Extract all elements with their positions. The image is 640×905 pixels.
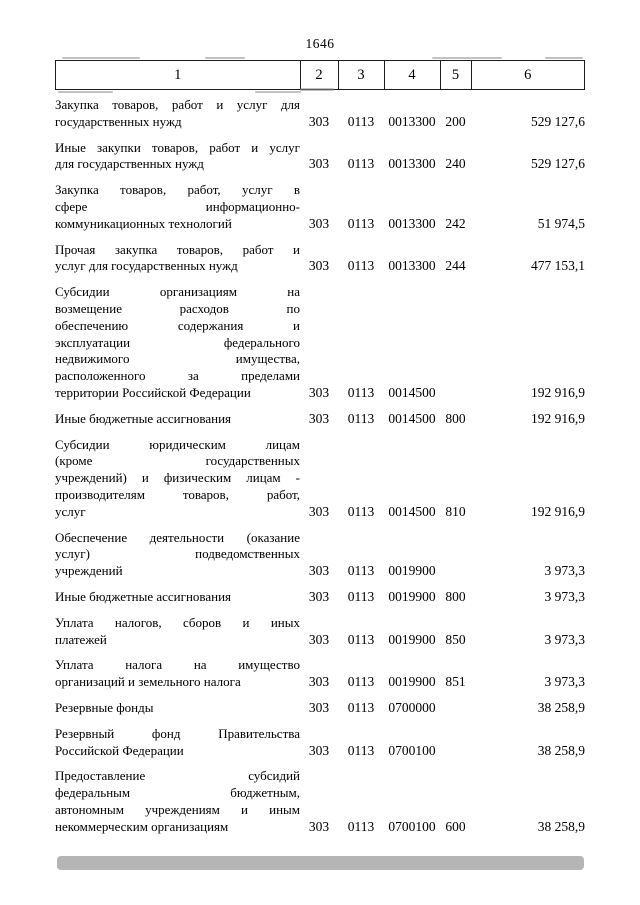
item-name-cell [55,768,300,835]
scan-artifact-bar [57,856,584,870]
item-name-cell [55,657,300,691]
item-name-cell [55,530,300,580]
table-row [55,726,585,760]
expense-type-cell: 240 [445,156,466,172]
amount-cell: 38 258,9 [537,742,585,758]
section-code-cell: 0113 [347,384,375,400]
item-name-line: коммуникационных технологий [55,215,232,231]
expense-type-cell: 244 [445,258,466,274]
amount-cell: 51 974,5 [537,215,585,231]
amount-cell: 3 973,3 [544,674,585,690]
item-name-line: Закупка товаров, работ, услуг в [55,182,300,198]
target-article-cell: 0013300 [388,215,436,231]
item-name-line: федеральным бюджетным, [55,785,300,801]
amount-cell: 3 973,3 [544,563,585,579]
amount-cell: 192 916,9 [531,503,585,519]
item-name-line: возмещение расходов по [55,300,300,316]
scan-artifact [432,57,502,60]
item-name-cell [55,182,300,232]
item-name-line: Субсидии организациям на [55,284,300,300]
amount-cell: 38 258,9 [537,699,585,715]
item-name-line: эксплуатации федерального [55,334,300,350]
section-code-cell: 0113 [347,563,375,579]
item-name-line: услуг) подведомственных [55,546,300,562]
amount-cell: 38 258,9 [537,818,585,834]
item-name-cell [55,97,300,131]
target-article-cell: 0019900 [388,563,436,579]
target-article-cell: 0700100 [388,818,436,834]
target-article-cell: 0019900 [388,631,436,647]
expense-type-cell: 800 [445,588,466,604]
chief-code-cell: 303 [308,563,330,579]
section-code-cell: 0113 [347,410,375,426]
item-name-line: территории Российской Федерации [55,384,251,400]
chief-code-cell: 303 [308,215,330,231]
target-article-cell: 0013300 [388,156,436,172]
chief-code-cell: 303 [308,503,330,519]
item-name-line: Закупка товаров, работ и услуг для [55,97,300,112]
item-name-line: производителям товаров, работ, [55,486,300,502]
item-name-line: услуг для государственных нужд [55,258,238,274]
table-row [55,700,585,717]
item-name-line: для государственных нужд [55,156,204,172]
amount-cell: 3 973,3 [544,631,585,647]
table-row [55,437,585,521]
header-cell-2: 2 [300,61,338,89]
header-cell-4: 4 [384,61,440,89]
section-code-cell: 0113 [347,674,375,690]
amount-cell: 529 127,6 [531,113,585,129]
target-article-cell: 0014500 [388,384,436,400]
header-cell-6: 6 [471,61,585,89]
target-article-cell: 0013300 [388,258,436,274]
chief-code-cell: 303 [308,258,330,274]
item-name-line: Российской Федерации [55,742,184,758]
item-name-line: Уплата налога на имущество [55,657,300,673]
table-header [55,60,585,90]
item-name-line: Резервный фонд Правительства [55,725,300,741]
amount-cell: 3 973,3 [544,588,585,604]
amount-cell: 477 153,1 [531,258,585,274]
section-code-cell: 0113 [347,742,375,758]
table-body [55,97,585,835]
chief-code-cell: 303 [308,674,330,690]
chief-code-cell: 303 [308,384,330,400]
table-row [55,411,585,428]
header-cell-3: 3 [338,61,384,89]
section-code-cell: 0113 [347,215,375,231]
item-name-cell [55,700,300,717]
item-name-cell [55,140,300,174]
item-name-line: платежей [55,631,107,647]
scan-artifact [62,57,140,60]
expense-type-cell: 242 [445,215,466,231]
item-name-line: недвижимого имущества, [55,351,300,367]
item-name-line: Уплата налогов, сборов и иных [55,614,300,630]
section-code-cell: 0113 [347,113,375,129]
item-name-line: Иные бюджетные ассигнования [55,588,232,604]
amount-cell: 529 127,6 [531,156,585,172]
item-name-line: учреждений) и физическим лицам - [55,470,300,486]
item-name-cell [55,589,300,606]
expense-type-cell: 200 [445,113,466,129]
chief-code-cell: 303 [308,588,330,604]
item-name-line: Резервные фонды [55,699,154,715]
scan-artifact [205,57,245,59]
chief-code-cell: 303 [308,742,330,758]
target-article-cell: 0019900 [388,588,436,604]
target-article-cell: 0700000 [388,699,436,715]
item-name-line: обеспечению содержания и [55,317,300,333]
table-row [55,530,585,580]
item-name-line: Иные закупки товаров, работ и услуг [55,139,300,155]
item-name-line: учреждений [55,563,123,579]
section-code-cell: 0113 [347,156,375,172]
table-row [55,284,585,402]
expense-type-cell: 800 [445,410,466,426]
section-code-cell: 0113 [347,588,375,604]
item-name-line: Прочая закупка товаров, работ и [55,241,300,257]
target-article-cell: 0013300 [388,113,436,129]
item-name-line: расположенного за пределами [55,368,300,384]
scan-artifact [545,57,583,59]
target-article-cell: 0014500 [388,503,436,519]
chief-code-cell: 303 [308,631,330,647]
expense-type-cell: 850 [445,631,466,647]
section-code-cell: 0113 [347,631,375,647]
scan-artifact [300,88,334,91]
expense-type-cell: 810 [445,503,466,519]
chief-code-cell: 303 [308,818,330,834]
chief-code-cell: 303 [308,113,330,129]
section-code-cell: 0113 [347,258,375,274]
header-cell-1: 1 [174,66,182,83]
section-code-cell: 0113 [347,818,375,834]
scan-artifact [255,91,301,93]
item-name-line: некоммерческим организациям [55,818,229,834]
table-row [55,657,585,691]
target-article-cell: 0700100 [388,742,436,758]
item-name-cell [55,437,300,521]
table-row [55,140,585,174]
expense-type-cell: 851 [445,674,466,690]
item-name-cell [55,284,300,402]
table-row [55,242,585,276]
table-row [55,589,585,606]
item-name-cell [55,242,300,276]
table-row [55,768,585,835]
item-name-line: услуг [55,503,86,519]
item-name-line: Предоставление субсидий [55,768,300,784]
table-row [55,97,585,131]
expense-type-cell: 600 [445,818,466,834]
target-article-cell: 0014500 [388,410,436,426]
item-name-line: Субсидии юридическим лицам [55,436,300,452]
chief-code-cell: 303 [308,410,330,426]
item-name-cell [55,411,300,428]
section-code-cell: 0113 [347,699,375,715]
item-name-line: организаций и земельного налога [55,674,241,690]
table-row [55,182,585,232]
header-cell-5: 5 [440,61,471,89]
item-name-cell [55,726,300,760]
chief-code-cell: 303 [308,699,330,715]
section-code-cell: 0113 [347,503,375,519]
target-article-cell: 0019900 [388,674,436,690]
item-name-line: государственных нужд [55,113,182,129]
item-name-line: Иные бюджетные ассигнования [55,410,232,426]
item-name-line: Обеспечение деятельности (оказание [55,529,300,545]
table-row [55,615,585,649]
item-name-line: (кроме государственных [55,453,300,469]
amount-cell: 192 916,9 [531,410,585,426]
chief-code-cell: 303 [308,156,330,172]
scan-artifact [58,91,113,94]
item-name-line: автономным учреждениям и иным [55,801,300,817]
item-name-line: сфере информационно- [55,198,300,214]
item-name-cell [55,615,300,649]
amount-cell: 192 916,9 [531,384,585,400]
budget-table [55,60,585,835]
page-number: 1646 [305,36,335,51]
